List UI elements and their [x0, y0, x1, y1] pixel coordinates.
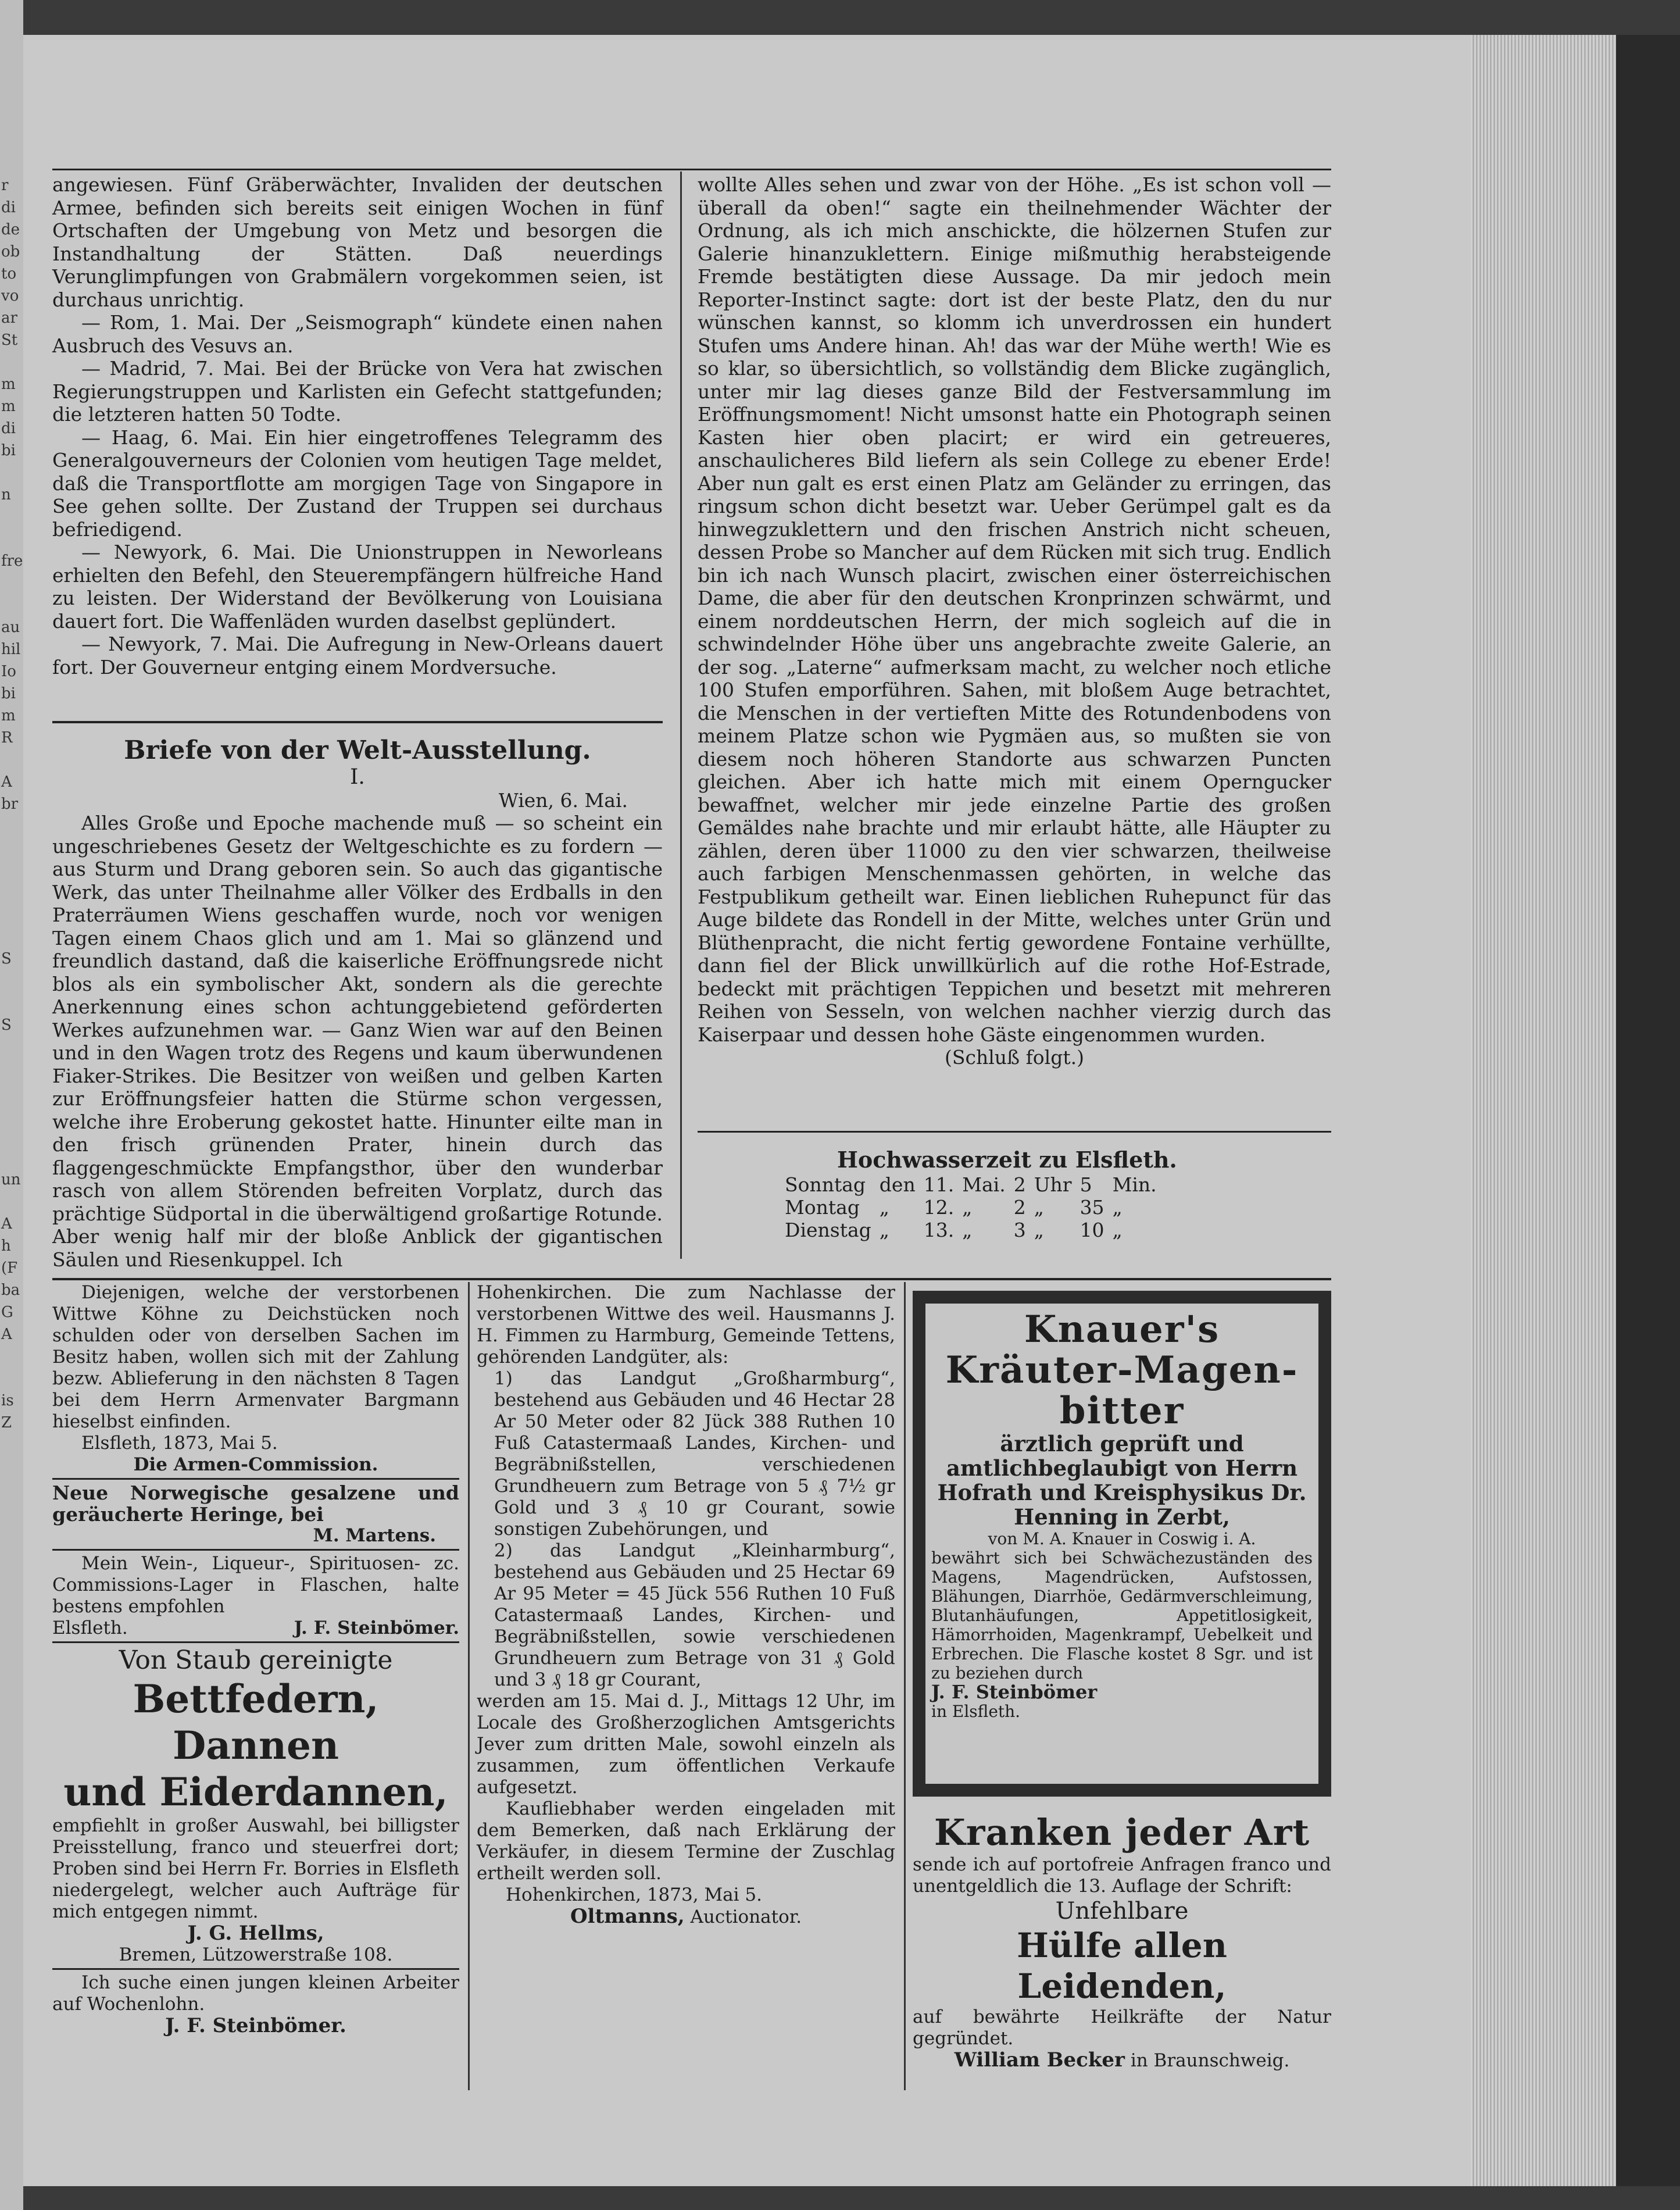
- ad-armen-sign: Die Armen-Commission.: [133, 1454, 378, 1475]
- tide-cell: Uhr: [1034, 1173, 1072, 1196]
- tide-day: Dienstag: [785, 1219, 871, 1241]
- news-haag: — Haag, 6. Mai. Ein hier eingetroffenes Telegramm des Generalgouverneurs der Colonien vom heutigen Tage meldet, daß die Transportflotte am morgigen Tage von Singapore in See gehen sollte. Der Zustand der Truppen sei durchaus befriedigend.: [52, 426, 663, 541]
- tide-table: [785, 1148, 1308, 1241]
- ad-knauer-text: bewährt sich bei Schwächezuständen des Magens, Magendrücken, Aufstossen, Blähungen, Diarrhöe, Gedärmverschleimung, Blutanhäufungen, Appetitlosigkeit, Hämorrhoiden, Magenkrampf, Uebelkeit und Erbrechen. Die Flasche kostet 8 Sgr. und ist zu beziehen durch: [931, 1548, 1313, 1683]
- ad-auction-role: Auctionator.: [690, 1906, 802, 1927]
- ad-wein-text: Mein Wein-, Liqueur-, Spirituosen- zc. Commissions-Lager in Flaschen, halte bestens empfohlen: [52, 1553, 459, 1617]
- ad-divider: [52, 1968, 459, 1970]
- tide-cell: „: [1034, 1219, 1044, 1241]
- left-page-edge: [0, 0, 23, 2210]
- tide-cell: 11.: [923, 1173, 955, 1196]
- tide-cell: 2: [1013, 1173, 1026, 1196]
- tide-cell: den: [879, 1173, 916, 1196]
- letters-closing: (Schluß folgt.): [945, 1046, 1084, 1069]
- ad-auction-sign: Oltmanns,: [570, 1905, 685, 1928]
- ad-arbeiter-text: Ich suche einen jungen kleinen Arbeiter auf Wochenlohn.: [52, 1972, 459, 2015]
- ad-bettfedern-addr: Bremen, Lützowerstraße 108.: [119, 1944, 393, 1965]
- tide-title: Hochwasserzeit zu Elsfleth.: [837, 1147, 1177, 1173]
- ads-left-column: [52, 1282, 459, 2037]
- letters-continuation: wollte Alles sehen und zwar von der Höhe. „Es ist schon voll — überall da oben!“ sagte ein theilnehmender Wächter der Ordnung, als ich mich anschickte, die hölzernen Stufen zur Galerie hinanzuklettern. Einige mißmuthig herabsteigende Fremde bestätigten diese Aussage. Da mir jedoch mein Reporter-Instinct sagte: dort ist der beste Platz, den du nur wünschen kannst, so klomm ich unverdrossen ein hundert Stufen ums Andere hinan. Ah! das war der Mühe werth! Wie es so klar, so übersichtlich, so vollständig dem Blicke zugänglich, unter mir lag dieses ganze Bild der Festversammlung im Eröffnungsmoment! Nicht umsonst hatte ein Photograph seinen Kasten hier oben placirt; er wird ein getreueres, anschaulicheres Bild liefern als sein College zu ebener Erde! Aber nun galt es erst einen Platz am Geländer zu erringen, das ringsum schon dicht besetzt war. Ueber Gerümpel galt es da hinwegzuklettern und den frischen Anstrich nicht scheuen, dessen Probe so Mancher auf dem Rücken mit sich trug. Endlich bin ich nach Wunsch placirt, zwischen einer österreichischen Dame, die aber für den deutschen Kronprinzen schwärmt, und einem norddeutschen Herrn, der mich sogleich auf die in schwindelnder Höhe über uns angebrachte zweite Galerie, an der sog. „Laterne“ aufmerksam macht, zu welcher noch etliche 100 Stufen emporführen. Sahen, mit bloßem Auge betrachtet, die Menschen in der vertieften Mitte des Rotundenbodens von meinem Platze schon wie Pygmäen aus, so mußten sie von diesem noch höheren Standorte aus schwarzen Puncten gleichen. Aber ich hatte mich mit einem Operngucker bewaffnet, welcher mir jede einzelne Partie des großen Gemäldes nahe brachte und mir erlaubt hätte, alle Häupter zu zählen, deren über 11000 zu den vier schwarzen, theilweise auch farbigen Menschenmassen gehörten, in welche das Festpublikum getheilt war. Einen lieblichen Ruhepunct für das Auge bildete das Rondell in der Mitte, welches unter Grün und Blüthenpracht, die nicht fertig gewordene Fontaine verhüllte, dann fiel der Blick unwillkürlich auf die rothe Hof-Estrade, bedeckt mit prächtigen Teppichen und besetzt mit mehreren Reihen von Sesseln, von welchen nachher vierzig durch das Kaiserpaar und dessen hohe Gäste eingenommen wurden.: [698, 173, 1331, 1046]
- ad-auction-terms: werden am 15. Mai d. J., Mittags 12 Uhr, im Locale des Großherzoglichen Amtsgerichts Jever zum dritten Male, sowohl einzeln als zusammen, zum öffentlichen Verkaufe aufgesetzt.: [477, 1691, 895, 1798]
- column-letters: [52, 736, 663, 1271]
- column-news: [52, 173, 663, 679]
- table-row: [785, 1196, 1165, 1219]
- ad-divider: [52, 1641, 459, 1643]
- ad-knauer-box: [913, 1291, 1331, 1797]
- tide-cell: 5: [1080, 1173, 1092, 1196]
- tide-cell: „: [962, 1196, 973, 1219]
- table-row: [785, 1219, 1165, 1241]
- ad-wein-place: Elsfleth.: [52, 1618, 128, 1638]
- ad-arbeiter-sign: J. F. Steinbömer.: [165, 2014, 346, 2037]
- ad-heringe-sign: M. Martens.: [313, 1525, 436, 1546]
- letters-number: I.: [350, 765, 365, 789]
- ads-divider-1: [468, 1282, 470, 2090]
- ad-auction-note: Kaufliebhaber werden eingeladen mit dem Bemerken, daß nach Erklärung der Verkäufer, in diesem Termine der Zuschlag ertheilt werden soll.: [477, 1798, 895, 1884]
- book-cover: [1616, 35, 1680, 2186]
- tide-cell: 10: [1080, 1219, 1104, 1241]
- ad-divider: [52, 1549, 459, 1551]
- news-rom: — Rom, 1. Mai. Der „Seismograph“ kündete einen nahen Ausbruch des Vesuvs an.: [52, 311, 663, 357]
- page-block-edges: [1453, 35, 1628, 2186]
- tide-cell: „: [1034, 1196, 1044, 1219]
- left-page-strip-text: r di de ob to vo ar St m m di bi n fre au hil Io bi m R A br S S un A h (F ba G A is Z: [1, 177, 23, 1431]
- ad-divider: [52, 1478, 459, 1480]
- ad-heringe-text: Neue Norwegische gesalzene und geräucherte Heringe, bei: [52, 1481, 459, 1526]
- tide-cell: 13.: [923, 1219, 955, 1241]
- ad-auction-signature: [477, 1906, 895, 1928]
- tide-cell: „: [879, 1196, 889, 1219]
- ad-auction-intro: Hohenkirchen. Die zum Nachlasse der verstorbenen Wittwe des weil. Hausmanns J. H. Fimmen zu Harmburg, Gemeinde Tettens, gehörenden Landgüter, als:: [477, 1282, 895, 1368]
- tide-cell: 3: [1013, 1219, 1026, 1241]
- news-newyork-2: — Newyork, 7. Mai. Die Aufregung in New-Orleans dauert fort. Der Gouverneur entging einem Mordversuche.: [52, 633, 663, 679]
- tide-rule: [698, 1131, 1331, 1133]
- ads-divider-2: [904, 1282, 906, 2090]
- ad-bettfedern-big2: und Eiderdannen,: [63, 1769, 448, 1815]
- tide-day: Montag: [785, 1196, 860, 1219]
- ad-bettfedern-head: Von Staub gereinigte: [119, 1645, 393, 1675]
- ad-kranken-title2: Hülfe allen Leidenden,: [1017, 1926, 1227, 2006]
- tide-cell: 35: [1080, 1196, 1104, 1219]
- ad-auction-item1: 1) das Landgut „Großharmburg“, bestehend aus Gebäuden und 46 Hectar 28 Ar 50 Meter oder 82 Jück 388 Ruthen 10 Fuß Catastermaaß Landes, Kirchen- und Begräbnißstellen, verschiedenen Grundheuern zum Betrage von 5 ₰ 7½ gr Gold und 3 ₰ 10 gr Courant, sowie sonstigen Zubehörungen, und: [494, 1368, 895, 1540]
- column-divider: [680, 172, 682, 1259]
- ad-kranken-sign: William Becker: [954, 2048, 1125, 2072]
- ad-armen-text: Diejenigen, welche der verstorbenen Wittwe Köhne zu Deichstücken noch schulden oder von derselben Sachen im Besitz haben, wollen sich mit der Zahlung bezw. Ablieferung in den nächsten 8 Tagen bei dem Herrn Armenvater Bargmann hieselbst einfinden.: [52, 1282, 459, 1432]
- ads-rule: [52, 1278, 1331, 1280]
- tide-day: Sonntag: [785, 1173, 866, 1196]
- ad-kranken-text: sende ich auf portofreie Anfragen franco und unentgeldlich die 13. Auflage der Schrift:: [913, 1854, 1331, 1897]
- ad-kranken-signature: [913, 2050, 1331, 2072]
- ad-kranken-big: Kranken jeder Art: [934, 1811, 1310, 1854]
- ad-kranken-place: in Braunschweig.: [1130, 2050, 1290, 2071]
- letters-dateline: Wien, 6. Mai.: [498, 788, 628, 812]
- ad-knauer-approval: ärztlich geprüft und amtlichbeglaubigt von Herrn Hofrath und Kreisphysikus Dr. Henning in Zerbt,: [937, 1431, 1307, 1530]
- column-letters-cont: [698, 173, 1331, 1069]
- tide-cell: 2: [1013, 1196, 1026, 1219]
- ad-auction-date: Hohenkirchen, 1873, Mai 5.: [506, 1884, 763, 1905]
- tide-cell: „: [1112, 1196, 1123, 1219]
- section-rule: [52, 721, 663, 723]
- ad-wein-sign: J. F. Steinbömer.: [294, 1618, 459, 1638]
- ads-mid-column: [477, 1282, 895, 1928]
- tide-rows: [785, 1173, 1165, 1241]
- tide-cell: „: [1112, 1219, 1123, 1241]
- table-row: [785, 1173, 1165, 1196]
- tide-cell: „: [962, 1219, 973, 1241]
- ad-knauer-title2: Kräuter-Magen-: [945, 1348, 1299, 1392]
- ad-wein-footer: [52, 1618, 459, 1639]
- ad-kranken: [913, 1811, 1331, 2072]
- letters-body: Alles Große und Epoche machende muß — so scheint ein ungeschriebenes Gesetz der Weltgeschichte es zu fordern — aus Sturm und Drang geboren sein. So auch das gigantische Werk, das unter Theilnahme aller Völker des Erdballs in den Praterräumen Wiens geschaffen wurde, noch vor wenigen Tagen einem Chaos glich und am 1. Mai so glänzend und freundlich dastand, daß die kaiserliche Eröffnungsrede nicht blos als ein symbolischer Akt, sondern als die gerechte Anerkennung eines schon achtunggebietend geförderten Werkes aufzunehmen war. — Ganz Wien war auf den Beinen und in den Wagen trotz des Regens und kaum überwundenen Fiaker-Strikes. Die Besitzer von weißen und gelben Karten zur Eröffnungsfeier hatten die Stürme schon vergessen, welche ihre Eroberung gekostet hatte. Hinunter eilte man in den frisch grünenden Prater, hinein durch das flaggengeschmückte Empfangsthor, über den wunderbar rasch von allem Störenden befreiten Vorplatz, durch das prächtige Südportal in die überwältigend großartige Rotunde. Aber wenig half mir der bloße Anblick der gigantischen Säulen und Riesenkuppel. Ich: [52, 812, 663, 1271]
- news-madrid: — Madrid, 7. Mai. Bei der Brücke von Vera hat zwischen Regierungstruppen und Karlisten ein Gefecht stattgefunden; die letzteren hatten 50 Todte.: [52, 357, 663, 426]
- ad-knauer-sign: J. F. Steinbömer: [931, 1681, 1098, 1703]
- ad-kranken-title1: Unfehlbare: [1055, 1898, 1189, 1925]
- letters-heading: Briefe von der Welt-Ausstellung.: [124, 736, 591, 765]
- ad-bettfedern-text: empfiehlt in großer Auswahl, bei billigster Preisstellung, franco und steuerfrei dort; Proben sind bei Herrn Fr. Borries in Elsfleth niedergelegt, welcher auch Aufträge für mich entgegen nimmt.: [52, 1815, 459, 1922]
- news-metz: angewiesen. Fünf Gräberwächter, Invaliden der deutschen Armee, befinden sich bereits seit einigen Wochen in fünf Ortschaften der Umgebung von Metz und besorgen die Instandhaltung der Stätten. Daß neuerdings Verunglimpfungen von Grabmälern vorgekommen seien, ist durchaus unrichtig.: [52, 173, 663, 311]
- news-newyork-1: — Newyork, 6. Mai. Die Unionstruppen in Neworleans erhielten den Befehl, den Steuerempfängern hülfreiche Hand zu leisten. Der Widerstand der Bevölkerung von Louisiana dauert fort. Die Waffenläden wurden daselbst geplündert.: [52, 541, 663, 633]
- tide-cell: Min.: [1112, 1173, 1157, 1196]
- ad-kranken-text2: auf bewährte Heilkräfte der Natur gegründet.: [913, 2007, 1331, 2049]
- tide-cell: „: [879, 1219, 889, 1241]
- ad-knauer-title3: bitter: [1059, 1389, 1185, 1433]
- ad-bettfedern-sign: J. G. Hellms,: [187, 1922, 324, 1945]
- top-rule: [52, 169, 1331, 170]
- ad-auction-item2: 2) das Landgut „Kleinharmburg“, bestehend aus Gebäuden und 25 Hectar 69 Ar 95 Meter = 45 Jück 556 Ruthen 10 Fuß Catastermaaß Landes, Kirchen- und Begräbnißstellen, sowie verschiedenen Grundheuern zum Betrage von 31 ₰ Gold und 3 ₰ 18 gr Courant,: [494, 1540, 895, 1690]
- ad-knauer-place: in Elsfleth.: [931, 1702, 1021, 1721]
- ad-bettfedern-big1: Bettfedern, Dannen: [133, 1676, 379, 1768]
- tide-cell: 12.: [923, 1196, 955, 1219]
- tide-cell: Mai.: [962, 1173, 1006, 1196]
- ad-armen-date: Elsfleth, 1873, Mai 5.: [81, 1433, 278, 1454]
- ad-knauer-title1: Knauer's: [1024, 1308, 1220, 1351]
- ad-knauer-maker: von M. A. Knauer in Coswig i. A.: [988, 1529, 1256, 1548]
